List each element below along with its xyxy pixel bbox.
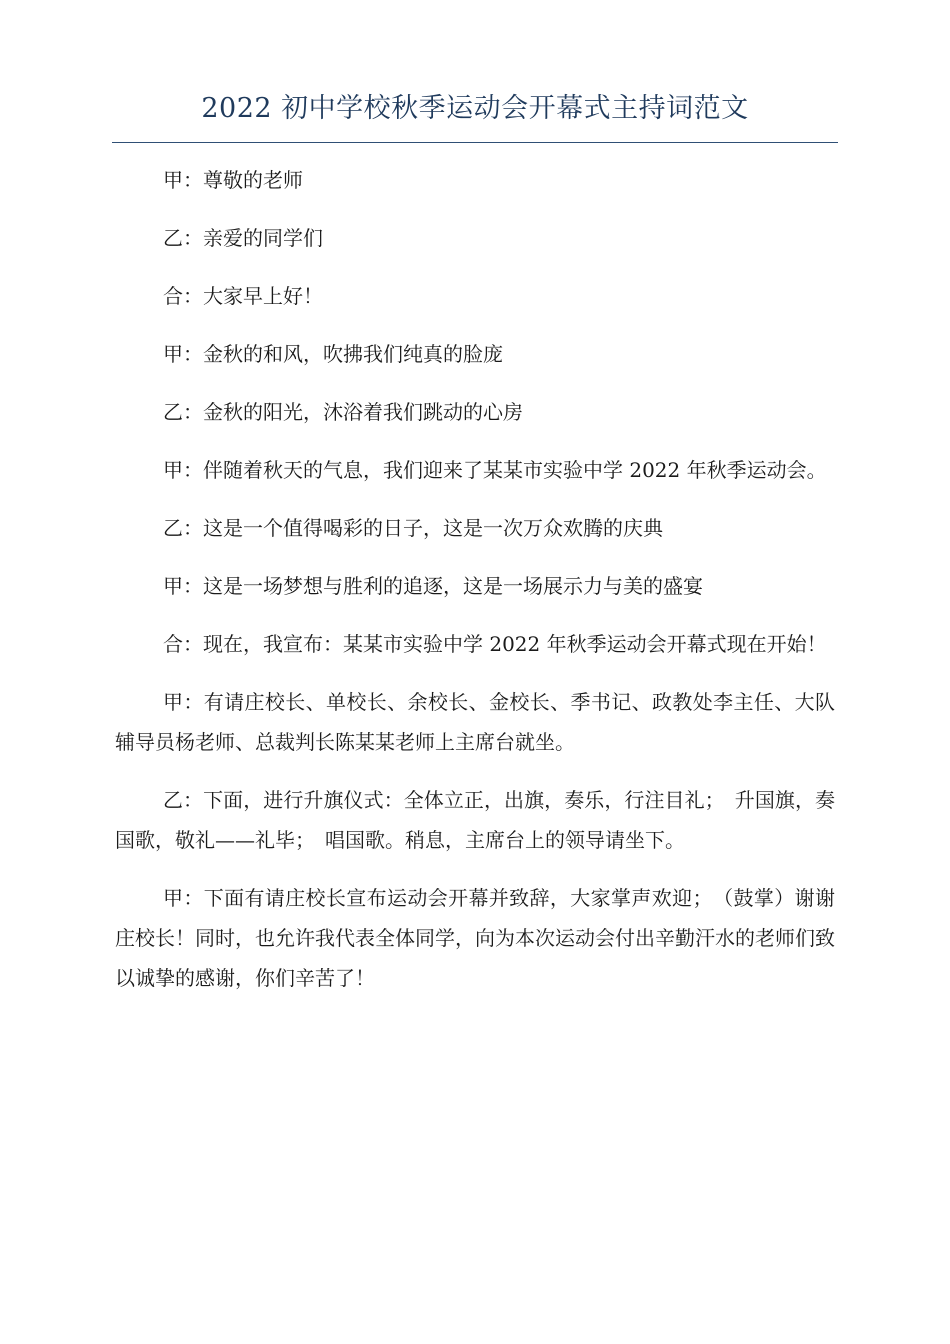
document-title: 2022 初中学校秋季运动会开幕式主持词范文 — [201, 93, 749, 124]
paragraph: 甲：伴随着秋天的气息，我们迎来了某某市实验中学 2022 年秋季运动会。 — [163, 458, 827, 482]
paragraph: 乙：下面，进行升旗仪式：全体立正，出旗，奏乐，行注目礼； 升国旗，奏国歌，敬礼——礼毕； 唱国歌。稍息，主席台上的领导请坐下。 — [115, 788, 835, 852]
paragraph: 甲：尊敬的老师 — [163, 168, 303, 192]
document-body — [115, 160, 835, 1016]
title-divider — [112, 142, 838, 143]
paragraph: 甲：这是一场梦想与胜利的追逐，这是一场展示力与美的盛宴 — [163, 574, 703, 598]
paragraph: 合：大家早上好！ — [163, 284, 323, 308]
paragraph: 乙：这是一个值得喝彩的日子，这是一次万众欢腾的庆典 — [163, 516, 663, 540]
paragraph: 甲：金秋的和风，吹拂我们纯真的脸庞 — [163, 342, 503, 366]
paragraph: 合：现在，我宣布：某某市实验中学 2022 年秋季运动会开幕式现在开始！ — [163, 632, 827, 656]
paragraph: 甲：下面有请庄校长宣布运动会开幕并致辞，大家掌声欢迎； （鼓掌）谢谢庄校长！同时，也允许我代表全体同学，向为本次运动会付出辛勤汗水的老师们致以诚挚的感谢，你们辛苦了！ — [115, 886, 835, 990]
paragraph: 乙：亲爱的同学们 — [163, 226, 323, 250]
paragraph: 甲：有请庄校长、单校长、余校长、金校长、季书记、政教处李主任、大队辅导员杨老师、总裁判长陈某某老师上主席台就坐。 — [115, 690, 835, 754]
paragraph: 乙：金秋的阳光，沐浴着我们跳动的心房 — [163, 400, 523, 424]
